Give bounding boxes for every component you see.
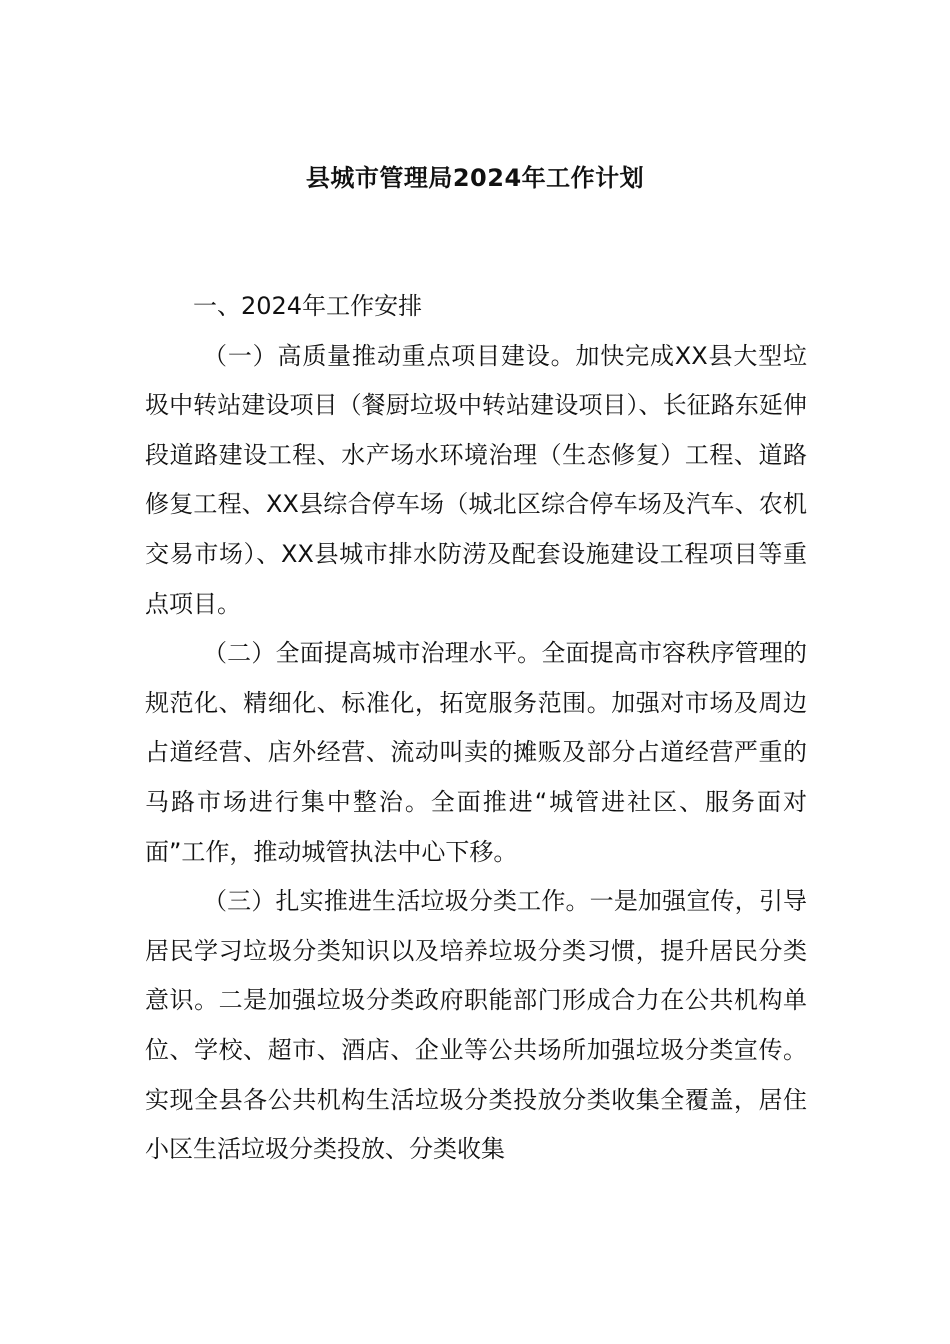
paragraph-key-projects: （一）高质量推动重点项目建设。加快完成XX县大型垃圾中转站建设项目（餐厨垃圾中转站建设项目）、长征路东延伸段道路建设工程、水产场水环境治理（生态修复）工程、道路修复工程、XX县综合停车场（城北区综合停车场及汽车、农机交易市场）、XX县城市排水防涝及配套设施建设工程项目等重点项目。 [145, 341, 807, 618]
paragraph-city-governance: （二）全面提高城市治理水平。全面提高市容秩序管理的规范化、精细化、标准化，拓宽服务范围。加强对市场及周边占道经营、店外经营、流动叫卖的摊贩及部分占道经营严重的马路市场进行集中整治。全面推进“城管进社区、服务面对面”工作，推动城管执法中心下移。 [145, 639, 807, 866]
paragraph-waste-sorting: （三）扎实推进生活垃圾分类工作。一是加强宣传，引导居民学习垃圾分类知识以及培养垃圾分类习惯，提升居民分类意识。二是加强垃圾分类政府职能部门形成合力在公共机构单位、学校、超市、酒店、企业等公共场所加强垃圾分类宣传。实现全县各公共机构生活垃圾分类投放分类收集全覆盖，居住小区生活垃圾分类投放、分类收集 [145, 887, 807, 1164]
section-heading: 一、2024年工作安排 [193, 292, 423, 320]
document-body [145, 282, 807, 1175]
document-title: 县城市管理局2024年工作计划 [305, 164, 645, 192]
